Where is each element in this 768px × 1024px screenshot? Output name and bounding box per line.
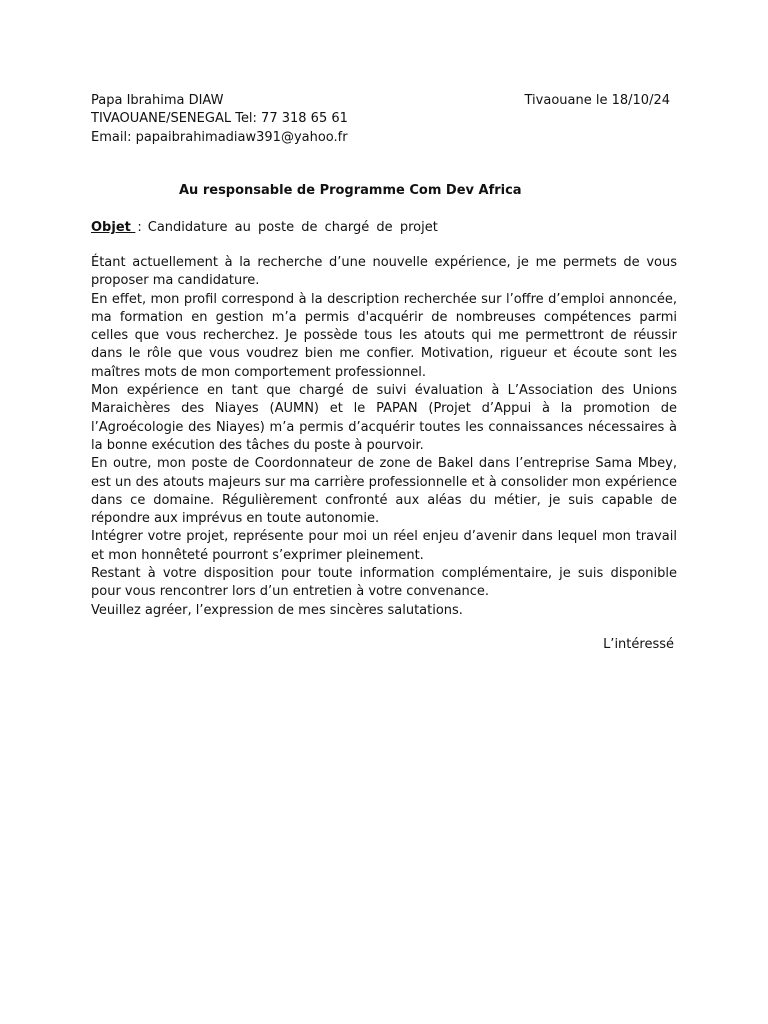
- body-paragraph: Veuillez agréer, l’expression de mes sincères salutations.: [91, 602, 463, 618]
- subject-separator: :: [137, 220, 142, 235]
- body-paragraph: Restant à votre disposition pour toute information complémentaire, je suis disponible pour vous rencontrer lors d’un entretien à votre convenance.: [91, 566, 677, 600]
- letter-body: [91, 254, 677, 620]
- sender-location-phone: TIVAOUANE/SENEGAL Tel: 77 318 65 61: [91, 111, 348, 127]
- recipient-line: Au responsable de Programme Com Dev Africa: [179, 183, 522, 198]
- subject-line: [91, 219, 438, 237]
- sender-block: [91, 92, 348, 147]
- sender-name: Papa Ibrahima DIAW: [91, 93, 224, 108]
- body-paragraph: Étant actuellement à la recherche d’une nouvelle expérience, je me permets de vous proposer ma candidature.: [91, 255, 677, 289]
- body-paragraph: En outre, mon poste de Coordonnateur de zone de Bakel dans l’entreprise Sama Mbey, est un des atouts majeurs sur ma carrière professionnelle et à consolider mon expérience dans ce domaine. Régulièrement confronté aux aléas du métier, je suis capable de répondre aux imprévus en toute autonomie.: [91, 456, 677, 527]
- subject-label: Objet: [91, 220, 136, 235]
- sender-email: Email: papaibrahimadiaw391@yahoo.fr: [91, 129, 348, 145]
- body-paragraph: Mon expérience en tant que chargé de suivi évaluation à L’Association des Unions Maraichères des Niayes (AUMN) et le PAPAN (Projet d’Appui à la promotion de l’Agroécologie des Niayes) m’a permis d’acquérir toutes les connaissances nécessaires à la bonne exécution des tâches du poste à pourvoir.: [91, 383, 677, 453]
- body-paragraph: En effet, mon profil correspond à la description recherchée sur l’offre d’emploi annoncée, ma formation en gestion m’a permis d'acquérir de nombreuses compétences parmi celles que vous recherchez. Je possède tous les atouts qui me permettront de réussir dans le rôle que vous voudrez bien me confier. Motivation, rigueur et écoute sont les maîtres mots de mon comportement professionnel.: [91, 291, 677, 380]
- signature: L’intéressé: [603, 637, 674, 652]
- subject-text: Candidature au poste de chargé de projet: [147, 220, 438, 235]
- body-paragraph: Intégrer votre projet, représente pour moi un réel enjeu d’avenir dans lequel mon travail et mon honnêteté pourront s’exprimer pleinement.: [91, 529, 677, 563]
- place-date: Tivaouane le 18/10/24: [524, 93, 670, 108]
